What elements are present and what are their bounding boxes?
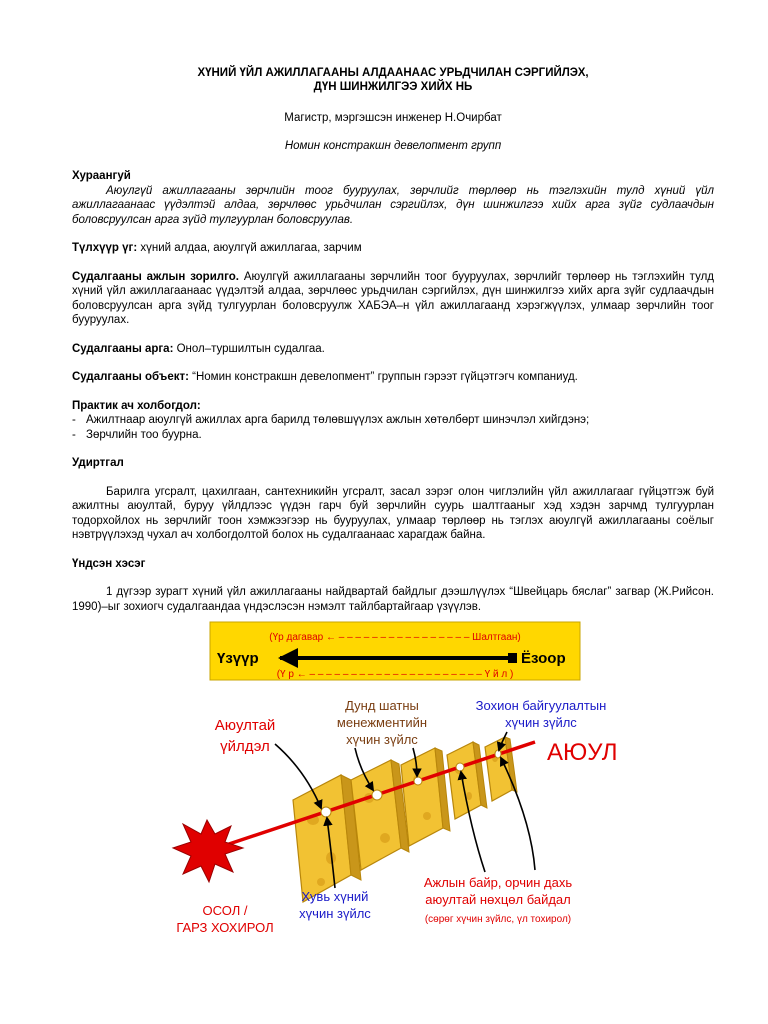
hole-1: [321, 807, 331, 817]
unsafe-act-line-1: Аюултай: [214, 717, 276, 734]
individual-line-1: Хувь хүний: [301, 889, 369, 904]
practical-section: [72, 399, 714, 443]
accident-line-2: ГАРЗ ХОХИРОЛ: [176, 920, 274, 935]
object-text: “Номин констракшн девелопмент” группын гэрээт гүйцэтгэгч компаниуд.: [188, 371, 578, 383]
list-item: - Зөрчлийн тоо буурна.: [72, 428, 714, 443]
individual-line-2: хүчин зүйлс: [299, 906, 371, 921]
author: Магистр, мэргэшсэн инженер Н.Очирбат: [284, 112, 502, 124]
org-factors-line-1: Зохион байгуулалтын: [475, 698, 607, 713]
practical-heading: Практик ач холбогдол:: [72, 399, 201, 412]
keywords-label: Түлхүүр үг:: [72, 242, 138, 254]
hole-5: [495, 750, 501, 758]
main-heading: Үндсэн хэсэг: [72, 557, 146, 570]
accident-line-1: ОСОЛ /: [202, 903, 248, 918]
title-line-2: ДҮН ШИНЖИЛГЭЭ ХИЙХ НЬ: [313, 81, 473, 93]
hazard-label: АЮУЛ: [547, 739, 618, 766]
hole-3: [414, 777, 422, 785]
org-factors-line-2: хүчин зүйлс: [505, 715, 577, 730]
method-section: [72, 342, 714, 357]
workplace-line-1: Ажлын байр, орчин дахь: [423, 875, 573, 890]
workplace-line-3: (сөрөг хүчин зүйлс, үл тохирол): [424, 914, 572, 925]
main-section: [72, 557, 714, 615]
cheese-slice-3: [401, 748, 450, 846]
paper-title: [72, 66, 714, 94]
cheese-slice-2: [351, 760, 409, 870]
organization: Номин констракшн девелопмент групп: [284, 139, 502, 152]
practical-list: [72, 413, 714, 442]
title-line-1: ХҮНИЙ ҮЙЛ АЖИЛЛАГААНЫ АЛДААНААС УРЬДЧИЛАН СЭРГИЙЛЭХ,: [197, 67, 589, 79]
document-page: [72, 64, 714, 614]
abstract-heading: Хураангуй: [72, 170, 131, 182]
intro-heading: Удиртгал: [72, 457, 124, 469]
middle-mgmt-line-2: менежментийн: [336, 715, 428, 730]
hole-2: [372, 790, 382, 800]
list-item: - Ажилтнаар аюулгүй ажиллах арга барилд төлөвшүүлэх ажлын хөтөлбөрт шинэчлэл хийгдэнэ;: [72, 413, 714, 428]
label-right: Ёзоор: [521, 650, 566, 667]
abstract-section: [72, 169, 714, 227]
banner-bottom-text: (Ү р ← – – – – – – – – – – – – – – – – – – – – – Ү й л ): [276, 669, 514, 680]
method-text: Онол–туршилтын судалгаа.: [173, 342, 325, 355]
banner-top-text: (Үр дагавар ← – – – – – – – – – – – – – – – – Шалтгаан): [269, 632, 521, 643]
keywords-section: [72, 241, 714, 256]
explosion-icon: [173, 820, 243, 882]
keywords-text: хүний алдаа, аюулгүй ажиллагаа, зарчим: [137, 242, 362, 254]
hole-4: [456, 763, 464, 771]
arrow-tail: [508, 653, 517, 663]
main-text: 1 дүгээр зурагт хүний үйл ажиллагааны найдвартай байдлыг дээшлүүлэх “Швейцарь бяслаг” загвар (Ж.Рийсон. 1990)–ыг зохиогч судалгаандаа үндэслэсэн нэмэлт тайлбартайгаар үзүүлэв.: [72, 586, 714, 613]
middle-mgmt-line-1: Дунд шатны: [345, 698, 419, 713]
method-label: Судалгааны арга:: [72, 342, 174, 355]
purpose-text: Аюулгүй ажиллагааны зөрчлийн тоог бууруулах, зөрчлийг төрлөөр нь тэглэхийн тулд хүний үйл ажиллагаанаас үүдэлтэй алдаа, зөрчлөөс урьдчилан сэргийлэх, дүн шинжилгээ хийх арга зүйг судлаачдын боловсруулсан арга зүйд тулгуурлан боловсруулж ХАБЭА–н үйл ажиллагаанд хэрэгжүүлэх, улмаар зөрчлийн тоог бууруулах.: [72, 270, 714, 326]
swiss-cheese-figure: [155, 620, 635, 940]
intro-section: [72, 456, 714, 543]
purpose-label: Судалгааны ажлын зорилго.: [72, 270, 239, 283]
unsafe-act-line-2: үйлдэл: [220, 738, 270, 755]
object-section: [72, 370, 714, 385]
cheese-slice-1: [293, 775, 361, 902]
intro-text: Барилга угсралт, цахилгаан, сантехникийн угсралт, засал зэрэг олон чиглэлийн үйл ажиллагааг гүйцэтгэж буй ажилтны аюултай, буруу үйлдлээс үүдэн гарч буй зөрчлийн суурь шалтгааныг хэд хэдэн зарчмд тулгуурлан тодорхойлох нь зөрчлийг тоон хэмжээгээр нь бууруулах, улмаар төрлөөр нь тэглэх аюулгүй ажиллагааны соёлыг нэвтрүүлэхэд чухал ач холбогдолтой болох нь судалгаанаас харагдаж байна.: [72, 485, 714, 541]
workplace-line-2: аюултай нөхцөл байдал: [425, 892, 571, 907]
label-left: Үзүүр: [217, 650, 259, 667]
abstract-text: Аюулгүй ажиллагааны зөрчлийн тоог бууруулах, зөрчлийг төрлөөр нь тэглэхийн тулд хүний үйл ажиллагаанаас үүдэлтэй алдаа, зөрчлөөс урьдчилан сэргийлэх, дүн шинжилгээ хийх арга зүйг судлаачдын боловсруулсан арга зүйд тулгуурлан боловсруулав.: [72, 184, 714, 226]
object-label: Судалгааны объект:: [72, 371, 189, 383]
purpose-section: [72, 270, 714, 328]
middle-mgmt-line-3: хүчин зүйлс: [346, 732, 418, 747]
